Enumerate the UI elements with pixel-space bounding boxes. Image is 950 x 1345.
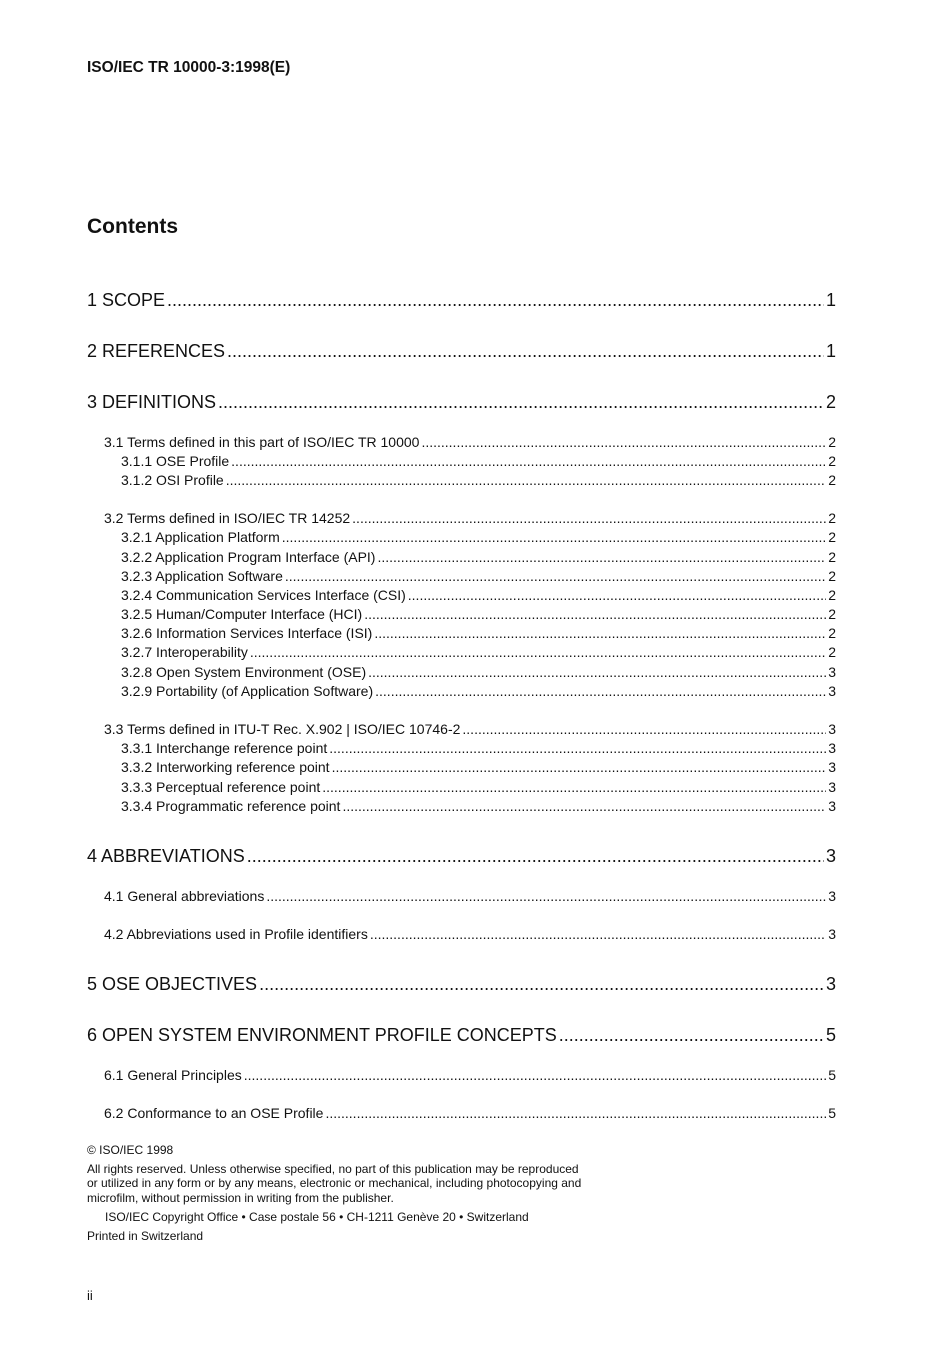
toc-entry-page: 1 (825, 341, 836, 361)
toc-entry-title: 3.2.6 Information Services Interface (ISI) (121, 625, 373, 641)
toc-entry[interactable] (121, 779, 836, 795)
printed-in: Printed in Switzerland (87, 1229, 204, 1243)
toc-entry-page: 5 (825, 1025, 836, 1045)
toc-entry-page: 2 (828, 587, 836, 603)
toc-entry-page: 3 (828, 740, 836, 756)
contents-title: Contents (87, 215, 178, 238)
toc-entry-title: 3.2.7 Interoperability (121, 644, 248, 660)
toc-entry-title: 3.2.1 Application Platform (121, 529, 280, 545)
toc-leader-dots (266, 888, 826, 904)
toc-entry-title: 3.1 Terms defined in this part of ISO/IEC TR 10000 (104, 434, 420, 450)
toc-entry-title: 5 OSE OBJECTIVES (87, 974, 258, 994)
toc-entry-title: 4.1 General abbreviations (104, 888, 265, 904)
toc-entry-page: 3 (828, 888, 836, 904)
toc-entry-page: 2 (828, 625, 836, 641)
toc-entry[interactable] (121, 759, 836, 775)
toc-entry-page: 1 (825, 290, 836, 310)
toc-entry[interactable] (121, 740, 836, 756)
toc-leader-dots (375, 683, 826, 699)
toc-entry-page: 2 (828, 644, 836, 660)
toc-leader-dots (285, 568, 826, 584)
toc-entry-title: 3.1.1 OSE Profile (121, 453, 230, 469)
toc-entry[interactable] (87, 974, 836, 995)
toc-entry-page: 5 (828, 1067, 836, 1083)
toc-entry[interactable] (87, 290, 836, 311)
toc-entry[interactable] (104, 888, 836, 904)
toc-entry-page: 2 (828, 606, 836, 622)
toc-leader-dots (370, 926, 826, 942)
toc-entry-page: 2 (828, 549, 836, 565)
toc-entry[interactable] (121, 798, 836, 814)
toc-entry-page: 5 (828, 1105, 836, 1121)
toc-entry-page: 2 (828, 510, 836, 526)
toc-leader-dots (226, 472, 826, 488)
toc-entry-title: 3.3.2 Interworking reference point (121, 759, 330, 775)
toc-entry[interactable] (104, 1067, 836, 1083)
toc-entry[interactable] (87, 1025, 836, 1046)
toc-entry-page: 2 (828, 434, 836, 450)
toc-entry-page: 3 (828, 926, 836, 942)
toc-entry-page: 2 (828, 529, 836, 545)
toc-entry[interactable] (121, 664, 836, 680)
copyright-office: ISO/IEC Copyright Office • Case postale 56 • CH-1211 Genève 20 • Switzerland (105, 1210, 529, 1224)
toc-entry-page: 3 (828, 721, 836, 737)
toc-leader-dots (408, 587, 826, 603)
toc-leader-dots (247, 846, 824, 867)
toc-entry-title: 6 OPEN SYSTEM ENVIRONMENT PROFILE CONCEPTS (87, 1025, 557, 1045)
toc-entry-page: 2 (828, 568, 836, 584)
toc-leader-dots (462, 721, 826, 737)
toc-leader-dots (244, 1067, 826, 1083)
toc-leader-dots (227, 341, 824, 362)
toc-leader-dots (329, 740, 826, 756)
toc-leader-dots (259, 974, 824, 995)
toc-entry[interactable] (121, 606, 836, 622)
toc-entry-title: 3.3.3 Perceptual reference point (121, 779, 321, 795)
toc-entry[interactable] (104, 721, 836, 737)
document-id: ISO/IEC TR 10000-3:1998(E) (87, 59, 291, 76)
toc-leader-dots (322, 779, 826, 795)
toc-entry[interactable] (121, 644, 836, 660)
rights-line-2: or utilized in any form or by any means, electronic or mechanical, including photocopying and (87, 1176, 582, 1190)
toc-leader-dots (421, 434, 826, 450)
toc-entry-page: 3 (828, 683, 836, 699)
toc-leader-dots (325, 1105, 826, 1121)
toc-leader-dots (374, 625, 826, 641)
toc-leader-dots (231, 453, 826, 469)
rights-line-3: microfilm, without permission in writing from the publisher. (87, 1191, 394, 1205)
toc-entry-title: 4 ABBREVIATIONS (87, 846, 245, 866)
toc-leader-dots (282, 529, 826, 545)
toc-entry-page: 2 (825, 392, 836, 412)
toc-leader-dots (342, 798, 826, 814)
toc-entry-title: 6.1 General Principles (104, 1067, 242, 1083)
toc-entry[interactable] (121, 529, 836, 545)
toc-entry-title: 3.2.4 Communication Services Interface (CSI) (121, 587, 406, 603)
toc-entry-title: 3.1.2 OSI Profile (121, 472, 224, 488)
toc-leader-dots (364, 606, 826, 622)
toc-entry[interactable] (121, 453, 836, 469)
toc-leader-dots (250, 644, 826, 660)
toc-entry-title: 3.2 Terms defined in ISO/IEC TR 14252 (104, 510, 351, 526)
toc-entry-page: 3 (825, 846, 836, 866)
page-number: ii (87, 1288, 93, 1303)
toc-entry-title: 3.3.1 Interchange reference point (121, 740, 328, 756)
toc-entry[interactable] (87, 341, 836, 362)
toc-entry-title: 3.3.4 Programmatic reference point (121, 798, 341, 814)
toc-entry[interactable] (121, 683, 836, 699)
toc-entry-title: 2 REFERENCES (87, 341, 226, 361)
toc-entry-page: 3 (825, 974, 836, 994)
rights-line-1: All rights reserved. Unless otherwise specified, no part of this publication may be reproduced (87, 1162, 579, 1176)
copyright-symbol-line: © ISO/IEC 1998 (87, 1143, 174, 1157)
toc-entry-page: 3 (828, 759, 836, 775)
toc-entry[interactable] (104, 434, 836, 450)
toc-entry[interactable] (104, 1105, 836, 1121)
toc-entry-page: 2 (828, 453, 836, 469)
toc-entry[interactable] (121, 625, 836, 641)
toc-entry-title: 3 DEFINITIONS (87, 392, 217, 412)
toc-leader-dots (368, 664, 826, 680)
toc-entry-title: 3.2.5 Human/Computer Interface (HCI) (121, 606, 363, 622)
toc-entry-title: 3.3 Terms defined in ITU-T Rec. X.902 | ISO/IEC 10746-2 (104, 721, 461, 737)
toc-entry-title: 3.2.3 Application Software (121, 568, 283, 584)
toc-entry[interactable] (87, 392, 836, 413)
toc-entry[interactable] (121, 472, 836, 488)
toc-entry[interactable] (121, 587, 836, 603)
toc-entry[interactable] (121, 568, 836, 584)
toc-entry-title: 3.2.9 Portability (of Application Software) (121, 683, 374, 699)
toc-entry[interactable] (121, 549, 836, 565)
toc-leader-dots (218, 392, 824, 413)
toc-entry-page: 2 (828, 472, 836, 488)
toc-entry-title: 3.2.8 Open System Environment (OSE) (121, 664, 367, 680)
toc-leader-dots (559, 1025, 824, 1046)
toc-entry-page: 3 (828, 798, 836, 814)
toc-entry[interactable] (87, 846, 836, 867)
toc-entry-page: 3 (828, 664, 836, 680)
toc-leader-dots (352, 510, 826, 526)
toc-entry-title: 3.2.2 Application Program Interface (API) (121, 549, 376, 565)
toc-entry-title: 1 SCOPE (87, 290, 166, 310)
toc-entry-title: 4.2 Abbreviations used in Profile identifiers (104, 926, 368, 942)
toc-leader-dots (332, 759, 827, 775)
toc-entry-title: 6.2 Conformance to an OSE Profile (104, 1105, 324, 1121)
toc-entry-page: 3 (828, 779, 836, 795)
toc-leader-dots (167, 290, 824, 311)
toc-entry[interactable] (104, 926, 836, 942)
toc-entry[interactable] (104, 510, 836, 526)
toc-leader-dots (377, 549, 826, 565)
